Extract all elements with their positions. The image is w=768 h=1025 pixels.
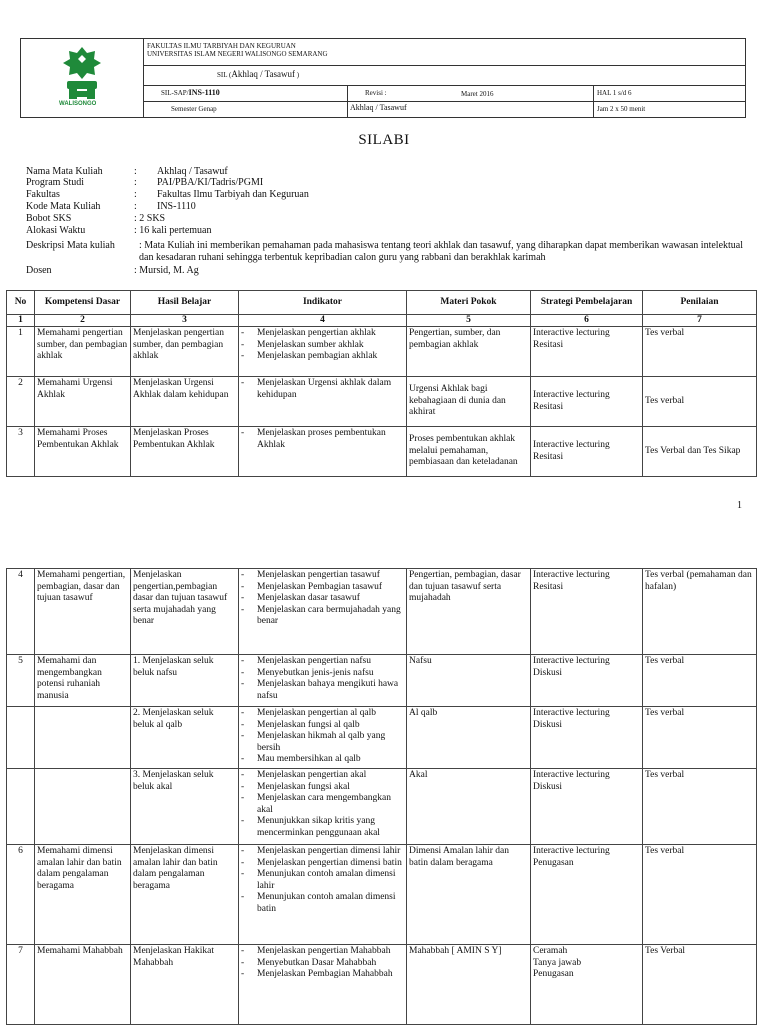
cell-penilaian: Tes verbal	[643, 377, 757, 427]
info-value: Akhlaq / Tasawuf	[157, 166, 228, 177]
cell-materi-pokok: Dimensi Amalan lahir dan batin dalam beragama	[407, 845, 531, 945]
cell-kompetensi-dasar: Memahami Urgensi Akhlak	[35, 377, 131, 427]
indicator-list	[241, 328, 404, 363]
cell-hasil-belajar: Menjelaskan pengertian sumber, dan pembagian akhlak	[131, 327, 239, 377]
page-number: 1	[737, 500, 742, 511]
indicator-item: - Menjelaskan cara mengembangkan akal	[241, 793, 404, 816]
strategy-item: Resitasi	[533, 581, 564, 592]
cell-no: 6	[7, 845, 35, 945]
cell-materi-pokok: Proses pembentukan akhlak melalui pemahaman, pembiasaan dan keteladanan	[407, 427, 531, 477]
indicator-item: - Menunjukkan sikap kritis yang mencerminkan penggunaan akal	[241, 816, 404, 839]
info-label: Alokasi Waktu	[26, 225, 86, 236]
cell-indikator	[239, 327, 407, 377]
strategy-item: Interactive lecturing	[533, 846, 610, 856]
revision-date: Maret 2016	[461, 90, 494, 98]
info-value: : Mursid, M. Ag	[134, 265, 199, 276]
info-sep: :	[134, 177, 137, 188]
table-row	[7, 327, 757, 377]
header-penilaian: Penilaian	[643, 291, 757, 315]
indicator-item: - Menjelaskan pengertian al qalb	[241, 708, 404, 720]
cell-no: 2	[7, 377, 35, 427]
strategy-item: Resitasi	[533, 401, 564, 412]
table-header-row	[7, 291, 757, 315]
indicator-list	[241, 946, 404, 981]
info-sep: :	[134, 189, 137, 200]
table-row	[7, 945, 757, 1025]
cell-penilaian: Tes verbal (pemahaman dan hafalan)	[643, 569, 757, 655]
cell-hasil-belajar: 1. Menjelaskan seluk beluk nafsu	[131, 655, 239, 707]
cell-penilaian: Tes verbal	[643, 769, 757, 845]
cell-no: 5	[7, 655, 35, 707]
column-number: 5	[407, 315, 531, 327]
table-row	[7, 427, 757, 477]
cell-hasil-belajar: Menjelaskan pengertian,pembagian dasar dan tujuan tasawuf serta mujahadah yang benar	[131, 569, 239, 655]
strategy-item: Penugasan	[533, 969, 574, 979]
indicator-item: - Menyebutkan Dasar Mahabbah	[241, 958, 404, 970]
cell-materi-pokok: Pengertian, sumber, dan pembagian akhlak	[407, 327, 531, 377]
cell-kompetensi-dasar: Memahami Proses Pembentukan Akhlak	[35, 427, 131, 477]
indicator-item: - Mau membersihkan al qalb	[241, 754, 404, 766]
cell-penilaian: Tes Verbal dan Tes Sikap	[643, 427, 757, 477]
indicator-item: - Menjelaskan pengertian Mahabbah	[241, 946, 404, 958]
indicator-list	[241, 846, 404, 915]
cell-hasil-belajar: 3. Menjelaskan seluk beluk akal	[131, 769, 239, 845]
info-value: INS-1110	[157, 201, 196, 212]
table-row	[7, 769, 757, 845]
indicator-item: - Menjelaskan hikmah al qalb yang bersih	[241, 731, 404, 754]
column-number: 7	[643, 315, 757, 327]
info-label: Program Studi	[26, 177, 85, 188]
cell-indikator	[239, 377, 407, 427]
cell-indikator	[239, 769, 407, 845]
cell-strategi	[531, 845, 643, 945]
sap-code: SIL-SAP/INS-1110	[161, 88, 220, 97]
header-no: No	[7, 291, 35, 315]
cell-strategi	[531, 427, 643, 477]
strategy-item: Diskusi	[533, 667, 563, 678]
indicator-item: - Menjelaskan pembagian akhlak	[241, 351, 404, 363]
cell-penilaian: Tes verbal	[643, 655, 757, 707]
strategy-item: Tanya jawab	[533, 957, 582, 968]
revisi-label: Revisi :	[365, 89, 387, 97]
table-row	[7, 655, 757, 707]
cell-no: 7	[7, 945, 35, 1025]
syllabus-table-page1	[6, 290, 757, 477]
semester: Semester Genap	[171, 105, 217, 113]
info-label: Dosen	[26, 265, 52, 276]
indicator-list	[241, 378, 404, 401]
strategy-item: Interactive lecturing	[533, 440, 610, 450]
strategy-item: Diskusi	[533, 781, 563, 792]
cell-penilaian: Tes verbal	[643, 327, 757, 377]
cell-kompetensi-dasar	[35, 769, 131, 845]
info-label: Deskripsi Mata kuliah	[26, 240, 115, 251]
cell-hasil-belajar: 2. Menjelaskan seluk beluk al qalb	[131, 707, 239, 769]
indicator-item: - Menyebutkan jenis-jenis nafsu	[241, 668, 404, 680]
indicator-item: - Menjelaskan Urgensi akhlak dalam kehidupan	[241, 378, 404, 401]
cell-no: 4	[7, 569, 35, 655]
cell-penilaian: Tes verbal	[643, 707, 757, 769]
indicator-item: - Menjelaskan pengertian tasawuf	[241, 570, 404, 582]
strategy-item: Interactive lecturing	[533, 570, 610, 580]
indicator-item: - Menjelaskan bahaya mengikuti hawa nafsu	[241, 679, 404, 702]
table-row	[7, 845, 757, 945]
column-number: 2	[35, 315, 131, 327]
cell-no	[7, 707, 35, 769]
strategy-item: Interactive lecturing	[533, 328, 610, 338]
cell-materi-pokok: Nafsu	[407, 655, 531, 707]
page-title: SILABI	[358, 132, 410, 148]
indicator-list	[241, 770, 404, 839]
cell-materi-pokok: Mahabbah [ AMIN S Y]	[407, 945, 531, 1025]
cell-indikator	[239, 655, 407, 707]
cell-hasil-belajar: Menjelaskan Hakikat Mahabbah	[131, 945, 239, 1025]
strategy-item: Resitasi	[533, 339, 564, 350]
indicator-item: - Menjelaskan Pembagian tasawuf	[241, 582, 404, 594]
cell-strategi	[531, 569, 643, 655]
info-label: Nama Mata Kuliah	[26, 166, 103, 177]
info-value: Fakultas Ilmu Tarbiyah dan Keguruan	[157, 189, 309, 200]
cell-strategi	[531, 769, 643, 845]
column-number: 6	[531, 315, 643, 327]
info-value: : 2 SKS	[134, 213, 166, 224]
strategy-item: Interactive lecturing	[533, 770, 610, 780]
strategy-item: Ceramah	[533, 946, 568, 956]
header-strategi: Strategi Pembelajaran	[531, 291, 643, 315]
cell-kompetensi-dasar	[35, 707, 131, 769]
document-header	[20, 38, 746, 118]
strategy-item: Interactive lecturing	[533, 708, 610, 718]
page-range: HAL 1 s/d 6	[597, 89, 632, 97]
info-label: Bobot SKS	[26, 213, 72, 224]
cell-strategi	[531, 655, 643, 707]
header-hasil-belajar: Hasil Belajar	[131, 291, 239, 315]
faculty-name: FAKULTAS ILMU TARBIYAH DAN KEGURUAN	[147, 42, 296, 50]
cell-materi-pokok: Urgensi Akhlak bagi kebahagiaan di dunia dan akhirat	[407, 377, 531, 427]
strategy-item: Penugasan	[533, 857, 574, 868]
cell-no	[7, 769, 35, 845]
sil-title: SIL (Akhlaq / Tasawuf )	[217, 69, 300, 79]
table-row	[7, 707, 757, 769]
cell-kompetensi-dasar: Memahami Mahabbah	[35, 945, 131, 1025]
indicator-item: - Menjelaskan fungsi akal	[241, 782, 404, 794]
strategy-item: Interactive lecturing	[533, 390, 610, 400]
indicator-item: - Menjelaskan pengertian akal	[241, 770, 404, 782]
cell-strategi	[531, 327, 643, 377]
cell-strategi	[531, 945, 643, 1025]
info-label: Kode Mata Kuliah	[26, 201, 101, 212]
cell-kompetensi-dasar: Memahami pengertian sumber, dan pembagian akhlak	[35, 327, 131, 377]
strategy-item: Resitasi	[533, 451, 564, 462]
indicator-list	[241, 656, 404, 702]
syllabus-table-page2	[6, 568, 757, 1025]
cell-kompetensi-dasar: Memahami dan mengembangkan potensi ruhaniah manusia	[35, 655, 131, 707]
course-name: Akhlaq / Tasawuf	[350, 103, 407, 112]
cell-hasil-belajar: Menjelaskan Urgensi Akhlak dalam kehidupan	[131, 377, 239, 427]
indicator-list	[241, 708, 404, 766]
header-materi-pokok: Materi Pokok	[407, 291, 531, 315]
cell-hasil-belajar: Menjelaskan Proses Pembentukan Akhlak	[131, 427, 239, 477]
indicator-item: - Menjelaskan Pembagian Mahabbah	[241, 969, 404, 981]
column-number-row	[7, 315, 757, 327]
header-kompetensi-dasar: Kompetensi Dasar	[35, 291, 131, 315]
indicator-item: - Menjelaskan fungsi al qalb	[241, 720, 404, 732]
cell-materi-pokok: Akal	[407, 769, 531, 845]
info-value: : 16 kali pertemuan	[134, 225, 212, 236]
cell-materi-pokok: Al qalb	[407, 707, 531, 769]
indicator-item: - Menjelaskan pengertian dimensi batin	[241, 858, 404, 870]
indicator-item: - Menunjukan contoh amalan dimensi batin	[241, 892, 404, 915]
cell-kompetensi-dasar: Memahami dimensi amalan lahir dan batin dalam pengalaman beragama	[35, 845, 131, 945]
cell-no: 3	[7, 427, 35, 477]
cell-penilaian: Tes verbal	[643, 845, 757, 945]
cell-hasil-belajar: Menjelaskan dimensi amalan lahir dan batin dalam pengalaman beragama	[131, 845, 239, 945]
indicator-item: - Menjelaskan proses pembentukan Akhlak	[241, 428, 404, 451]
column-number: 3	[131, 315, 239, 327]
logo-text: WALISONGO	[59, 101, 97, 107]
indicator-item: - Menunjukan contoh amalan dimensi lahir	[241, 869, 404, 892]
cell-indikator	[239, 427, 407, 477]
info-value: PAI/PBA/KI/Tadris/PGMI	[157, 177, 264, 188]
session-duration: Jam 2 x 50 menit	[597, 105, 646, 113]
cell-kompetensi-dasar: Memahami pengertian, pembagian, dasar dan tujuan tasawuf	[35, 569, 131, 655]
indicator-list	[241, 570, 404, 628]
indicator-list	[241, 428, 404, 451]
cell-indikator	[239, 707, 407, 769]
cell-indikator	[239, 845, 407, 945]
strategy-item: Diskusi	[533, 719, 563, 730]
cell-materi-pokok: Pengertian, pembagian, dasar dan tujuan tasawuf serta mujahadah	[407, 569, 531, 655]
table-row	[7, 569, 757, 655]
strategy-item: Interactive lecturing	[533, 656, 610, 666]
indicator-item: - Menjelaskan cara bermujahadah yang benar	[241, 605, 404, 628]
column-number: 1	[7, 315, 35, 327]
indicator-item: - Menjelaskan pengertian nafsu	[241, 656, 404, 668]
cell-strategi	[531, 707, 643, 769]
university-name: UNIVERSITAS ISLAM NEGERI WALISONGO SEMARANG	[147, 50, 328, 58]
cell-indikator	[239, 945, 407, 1025]
indicator-item: - Menjelaskan pengertian dimensi lahir	[241, 846, 404, 858]
info-label: Fakultas	[26, 189, 60, 200]
info-sep: :	[134, 201, 137, 212]
indicator-item: - Menjelaskan dasar tasawuf	[241, 593, 404, 605]
header-indikator: Indikator	[239, 291, 407, 315]
course-description: : Mata Kuliah ini memberikan pemahaman pada mahasiswa tentang teori akhlak dan tasawuf, yang diharapkan dapat memberikan wawasan intelektual dan kesadaran ruhani sehingga terbentuk kepribadian calon guru yang rabbani dan berakhlak karimah	[139, 240, 743, 263]
cell-penilaian: Tes Verbal	[643, 945, 757, 1025]
column-number: 4	[239, 315, 407, 327]
cell-indikator	[239, 569, 407, 655]
university-logo	[21, 39, 144, 117]
indicator-item: - Menjelaskan pengertian akhlak	[241, 328, 404, 340]
cell-no: 1	[7, 327, 35, 377]
table-row	[7, 377, 757, 427]
indicator-item: - Menjelaskan sumber akhlak	[241, 340, 404, 352]
info-sep: :	[134, 166, 137, 177]
cell-strategi	[531, 377, 643, 427]
